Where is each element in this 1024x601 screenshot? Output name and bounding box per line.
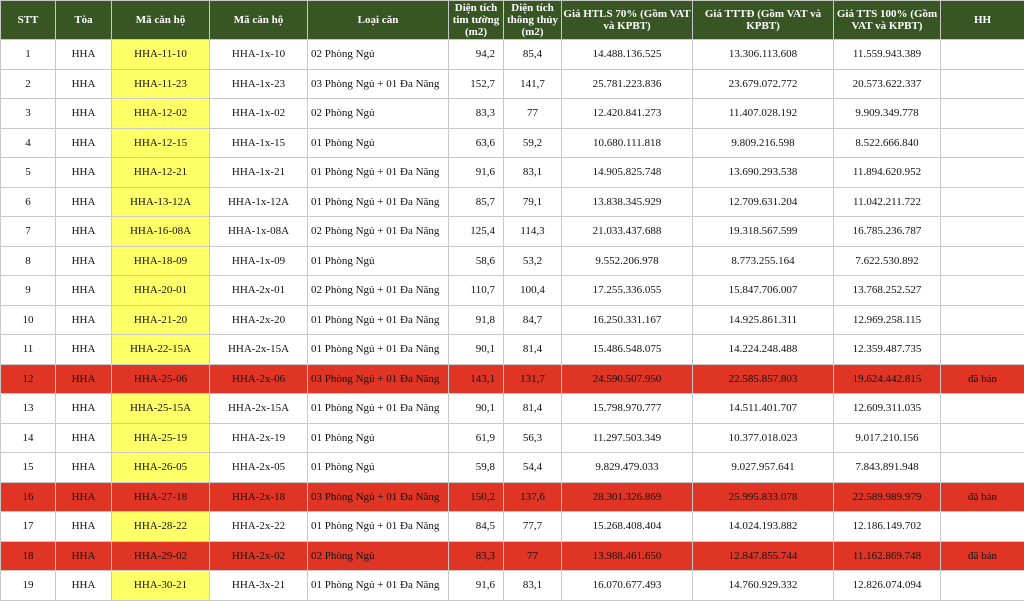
- cell-apartment-code: HHA-28-22: [112, 512, 210, 542]
- table-row: [1, 40, 1024, 70]
- cell-price-tttd: 12.709.631.204: [693, 187, 834, 217]
- cell-stt: 13: [1, 394, 56, 424]
- cell-apartment-unit: HHA-2x-22: [210, 512, 308, 542]
- cell-area-tim-tuong: 125,4: [449, 217, 504, 247]
- cell-apartment-unit: HHA-2x-01: [210, 276, 308, 306]
- cell-price-htls: 21.033.437.688: [562, 217, 693, 247]
- cell-area-tim-tuong: 59,8: [449, 453, 504, 483]
- cell-toa: HHA: [56, 276, 112, 306]
- col-header-toa: Tòa: [56, 1, 112, 40]
- cell-apartment-code: HHA-21-20: [112, 305, 210, 335]
- cell-area-thong-thuy: 131,7: [504, 364, 562, 394]
- cell-apartment-unit: HHA-1x-21: [210, 158, 308, 188]
- cell-stt: 15: [1, 453, 56, 483]
- cell-toa: HHA: [56, 335, 112, 365]
- cell-toa: HHA: [56, 128, 112, 158]
- cell-area-thong-thuy: 59,2: [504, 128, 562, 158]
- cell-area-thong-thuy: 85,4: [504, 40, 562, 70]
- cell-toa: HHA: [56, 158, 112, 188]
- cell-price-htls: 10.680.111.818: [562, 128, 693, 158]
- cell-stt: 1: [1, 40, 56, 70]
- cell-area-tim-tuong: 83,3: [449, 541, 504, 571]
- cell-apartment-type: 01 Phòng Ngủ + 01 Đa Năng: [308, 187, 449, 217]
- cell-apartment-code: HHA-25-19: [112, 423, 210, 453]
- table-row: [1, 276, 1024, 306]
- cell-price-tts: 22.589.989.979: [834, 482, 941, 512]
- cell-stt: 16: [1, 482, 56, 512]
- cell-apartment-type: 01 Phòng Ngủ + 01 Đa Năng: [308, 158, 449, 188]
- cell-stt: 10: [1, 305, 56, 335]
- cell-area-tim-tuong: 90,1: [449, 335, 504, 365]
- cell-area-thong-thuy: 81,4: [504, 335, 562, 365]
- cell-apartment-type: 01 Phòng Ngủ: [308, 128, 449, 158]
- cell-apartment-unit: HHA-2x-02: [210, 541, 308, 571]
- cell-stt: 5: [1, 158, 56, 188]
- cell-price-tts: 7.622.530.892: [834, 246, 941, 276]
- cell-stt: 17: [1, 512, 56, 542]
- cell-area-thong-thuy: 84,7: [504, 305, 562, 335]
- cell-price-tttd: 14.760.929.332: [693, 571, 834, 601]
- table-row: [1, 305, 1024, 335]
- cell-apartment-type: 03 Phòng Ngủ + 01 Đa Năng: [308, 482, 449, 512]
- cell-area-thong-thuy: 141,7: [504, 69, 562, 99]
- cell-price-tttd: 11.407.028.192: [693, 99, 834, 129]
- table-row: [1, 158, 1024, 188]
- cell-apartment-unit: HHA-2x-06: [210, 364, 308, 394]
- cell-price-tts: 20.573.622.337: [834, 69, 941, 99]
- table-row: [1, 482, 1024, 512]
- cell-toa: HHA: [56, 571, 112, 601]
- cell-apartment-code: HHA-20-01: [112, 276, 210, 306]
- cell-price-htls: 16.070.677.493: [562, 571, 693, 601]
- cell-area-thong-thuy: 77,7: [504, 512, 562, 542]
- cell-area-thong-thuy: 54,4: [504, 453, 562, 483]
- col-header-dien-tich-thong-thuy: Diện tích thông thủy (m2): [504, 1, 562, 40]
- cell-price-tts: 9.909.349.778: [834, 99, 941, 129]
- table-row: [1, 217, 1024, 247]
- table-row: [1, 364, 1024, 394]
- cell-apartment-type: 01 Phòng Ngủ + 01 Đa Năng: [308, 394, 449, 424]
- cell-status-hh: [941, 217, 1024, 247]
- cell-price-tts: 11.162.869.748: [834, 541, 941, 571]
- cell-apartment-code: HHA-12-02: [112, 99, 210, 129]
- cell-area-tim-tuong: 94,2: [449, 40, 504, 70]
- cell-toa: HHA: [56, 40, 112, 70]
- cell-toa: HHA: [56, 482, 112, 512]
- cell-apartment-type: 01 Phòng Ngủ + 01 Đa Năng: [308, 305, 449, 335]
- col-header-gia-tts: Giá TTS 100% (Gồm VAT và KPBT): [834, 1, 941, 40]
- cell-price-tts: 9.017.210.156: [834, 423, 941, 453]
- cell-toa: HHA: [56, 512, 112, 542]
- cell-area-thong-thuy: 56,3: [504, 423, 562, 453]
- cell-price-tttd: 19.318.567.599: [693, 217, 834, 247]
- cell-apartment-type: 01 Phòng Ngủ: [308, 453, 449, 483]
- cell-price-tts: 12.969.258.115: [834, 305, 941, 335]
- cell-area-thong-thuy: 83,1: [504, 158, 562, 188]
- cell-apartment-unit: HHA-1x-10: [210, 40, 308, 70]
- cell-status-hh: [941, 128, 1024, 158]
- cell-price-htls: 25.781.223.836: [562, 69, 693, 99]
- cell-apartment-unit: HHA-1x-12A: [210, 187, 308, 217]
- cell-stt: 9: [1, 276, 56, 306]
- cell-area-tim-tuong: 152,7: [449, 69, 504, 99]
- col-header-gia-htls: Giá HTLS 70% (Gồm VAT và KPBT): [562, 1, 693, 40]
- cell-price-htls: 24.590.507.950: [562, 364, 693, 394]
- cell-area-thong-thuy: 83,1: [504, 571, 562, 601]
- cell-price-htls: 12.420.841.273: [562, 99, 693, 129]
- cell-apartment-type: 01 Phòng Ngủ + 01 Đa Năng: [308, 571, 449, 601]
- cell-apartment-unit: HHA-2x-20: [210, 305, 308, 335]
- cell-stt: 18: [1, 541, 56, 571]
- cell-price-tts: 11.559.943.389: [834, 40, 941, 70]
- cell-price-htls: 14.488.136.525: [562, 40, 693, 70]
- cell-status-hh: [941, 187, 1024, 217]
- cell-stt: 12: [1, 364, 56, 394]
- cell-apartment-unit: HHA-1x-15: [210, 128, 308, 158]
- cell-apartment-type: 03 Phòng Ngủ + 01 Đa Năng: [308, 364, 449, 394]
- cell-price-htls: 9.829.479.033: [562, 453, 693, 483]
- cell-apartment-unit: HHA-2x-15A: [210, 394, 308, 424]
- cell-apartment-code: HHA-12-15: [112, 128, 210, 158]
- cell-stt: 8: [1, 246, 56, 276]
- cell-price-tts: 13.768.252.527: [834, 276, 941, 306]
- cell-price-tts: 12.609.311.035: [834, 394, 941, 424]
- cell-toa: HHA: [56, 69, 112, 99]
- cell-apartment-type: 02 Phòng Ngủ: [308, 99, 449, 129]
- cell-price-htls: 13.988.461.650: [562, 541, 693, 571]
- cell-toa: HHA: [56, 541, 112, 571]
- cell-status-hh: [941, 158, 1024, 188]
- cell-apartment-unit: HHA-2x-19: [210, 423, 308, 453]
- cell-apartment-code: HHA-25-15A: [112, 394, 210, 424]
- cell-apartment-code: HHA-25-06: [112, 364, 210, 394]
- cell-apartment-type: 01 Phòng Ngủ: [308, 246, 449, 276]
- col-header-ma-can-ho: Mã căn hộ: [112, 1, 210, 40]
- cell-toa: HHA: [56, 246, 112, 276]
- cell-area-tim-tuong: 84,5: [449, 512, 504, 542]
- col-header-ma-can-ho-2: Mã căn hộ: [210, 1, 308, 40]
- cell-status-hh: [941, 99, 1024, 129]
- cell-stt: 3: [1, 99, 56, 129]
- cell-toa: HHA: [56, 305, 112, 335]
- cell-price-htls: 14.905.825.748: [562, 158, 693, 188]
- cell-stt: 6: [1, 187, 56, 217]
- cell-area-tim-tuong: 91,6: [449, 158, 504, 188]
- cell-toa: HHA: [56, 394, 112, 424]
- cell-apartment-code: HHA-30-21: [112, 571, 210, 601]
- cell-price-tttd: 12.847.855.744: [693, 541, 834, 571]
- cell-status-hh: đã bán: [941, 482, 1024, 512]
- cell-apartment-type: 02 Phòng Ngủ: [308, 40, 449, 70]
- cell-price-tttd: 13.306.113.608: [693, 40, 834, 70]
- cell-area-tim-tuong: 91,6: [449, 571, 504, 601]
- cell-price-tts: 12.186.149.702: [834, 512, 941, 542]
- cell-toa: HHA: [56, 217, 112, 247]
- cell-price-tttd: 14.024.193.882: [693, 512, 834, 542]
- cell-price-tts: 7.843.891.948: [834, 453, 941, 483]
- cell-apartment-type: 02 Phòng Ngủ + 01 Đa Năng: [308, 217, 449, 247]
- cell-apartment-code: HHA-18-09: [112, 246, 210, 276]
- table-body: [1, 40, 1024, 601]
- cell-status-hh: [941, 394, 1024, 424]
- cell-area-tim-tuong: 61,9: [449, 423, 504, 453]
- cell-price-htls: 15.798.970.777: [562, 394, 693, 424]
- cell-stt: 2: [1, 69, 56, 99]
- col-header-hh: HH: [941, 1, 1024, 40]
- cell-apartment-code: HHA-16-08A: [112, 217, 210, 247]
- cell-apartment-type: 01 Phòng Ngủ + 01 Đa Năng: [308, 335, 449, 365]
- cell-apartment-unit: HHA-1x-08A: [210, 217, 308, 247]
- cell-apartment-type: 02 Phòng Ngủ: [308, 541, 449, 571]
- table-row: [1, 423, 1024, 453]
- cell-price-tts: 12.359.487.735: [834, 335, 941, 365]
- cell-price-tts: 11.894.620.952: [834, 158, 941, 188]
- cell-status-hh: [941, 571, 1024, 601]
- cell-area-tim-tuong: 110,7: [449, 276, 504, 306]
- cell-price-htls: 9.552.206.978: [562, 246, 693, 276]
- cell-price-tttd: 9.027.957.641: [693, 453, 834, 483]
- cell-stt: 4: [1, 128, 56, 158]
- cell-price-tts: 8.522.666.840: [834, 128, 941, 158]
- cell-apartment-unit: HHA-1x-02: [210, 99, 308, 129]
- cell-status-hh: [941, 305, 1024, 335]
- cell-area-tim-tuong: 150,2: [449, 482, 504, 512]
- cell-toa: HHA: [56, 187, 112, 217]
- cell-toa: HHA: [56, 99, 112, 129]
- cell-area-tim-tuong: 143,1: [449, 364, 504, 394]
- table-row: [1, 571, 1024, 601]
- cell-status-hh: đã bán: [941, 541, 1024, 571]
- cell-apartment-code: HHA-26-05: [112, 453, 210, 483]
- cell-price-tttd: 22.585.857.803: [693, 364, 834, 394]
- cell-apartment-code: HHA-29-02: [112, 541, 210, 571]
- cell-area-thong-thuy: 77: [504, 541, 562, 571]
- cell-price-tts: 12.826.074.094: [834, 571, 941, 601]
- cell-area-thong-thuy: 100,4: [504, 276, 562, 306]
- cell-stt: 19: [1, 571, 56, 601]
- cell-stt: 7: [1, 217, 56, 247]
- cell-price-htls: 15.268.408.404: [562, 512, 693, 542]
- cell-stt: 14: [1, 423, 56, 453]
- cell-price-htls: 15.486.548.075: [562, 335, 693, 365]
- col-header-dien-tich-tim-tuong: Diện tích tim tường (m2): [449, 1, 504, 40]
- cell-apartment-unit: HHA-3x-21: [210, 571, 308, 601]
- col-header-loai-can: Loại căn: [308, 1, 449, 40]
- table-row: [1, 187, 1024, 217]
- cell-area-thong-thuy: 137,6: [504, 482, 562, 512]
- table-row: [1, 246, 1024, 276]
- cell-apartment-unit: HHA-1x-23: [210, 69, 308, 99]
- cell-area-tim-tuong: 85,7: [449, 187, 504, 217]
- cell-area-tim-tuong: 90,1: [449, 394, 504, 424]
- cell-status-hh: [941, 246, 1024, 276]
- cell-stt: 11: [1, 335, 56, 365]
- table-row: [1, 541, 1024, 571]
- cell-area-thong-thuy: 53,2: [504, 246, 562, 276]
- cell-area-thong-thuy: 114,3: [504, 217, 562, 247]
- table-row: [1, 394, 1024, 424]
- cell-apartment-code: HHA-11-10: [112, 40, 210, 70]
- cell-status-hh: [941, 276, 1024, 306]
- cell-price-tttd: 10.377.018.023: [693, 423, 834, 453]
- cell-apartment-code: HHA-11-23: [112, 69, 210, 99]
- cell-apartment-type: 02 Phòng Ngủ + 01 Đa Năng: [308, 276, 449, 306]
- cell-price-tttd: 13.690.293.538: [693, 158, 834, 188]
- cell-price-tttd: 14.511.401.707: [693, 394, 834, 424]
- col-header-gia-tttd: Giá TTTĐ (Gồm VAT và KPBT): [693, 1, 834, 40]
- table-row: [1, 512, 1024, 542]
- header-row: [1, 1, 1024, 40]
- cell-apartment-code: HHA-12-21: [112, 158, 210, 188]
- cell-price-htls: 11.297.503.349: [562, 423, 693, 453]
- cell-apartment-code: HHA-27-18: [112, 482, 210, 512]
- cell-price-tttd: 25.995.833.078: [693, 482, 834, 512]
- cell-status-hh: [941, 335, 1024, 365]
- cell-status-hh: [941, 423, 1024, 453]
- table-row: [1, 69, 1024, 99]
- cell-price-tttd: 15.847.706.007: [693, 276, 834, 306]
- cell-price-htls: 13.838.345.929: [562, 187, 693, 217]
- cell-status-hh: [941, 69, 1024, 99]
- cell-area-tim-tuong: 83,3: [449, 99, 504, 129]
- cell-status-hh: [941, 512, 1024, 542]
- cell-price-tttd: 9.809.216.598: [693, 128, 834, 158]
- cell-price-tttd: 23.679.072.772: [693, 69, 834, 99]
- cell-apartment-unit: HHA-2x-15A: [210, 335, 308, 365]
- cell-status-hh: đã bán: [941, 364, 1024, 394]
- cell-area-tim-tuong: 91,8: [449, 305, 504, 335]
- cell-area-thong-thuy: 79,1: [504, 187, 562, 217]
- cell-price-tts: 19.624.442.815: [834, 364, 941, 394]
- cell-area-thong-thuy: 81,4: [504, 394, 562, 424]
- table-row: [1, 128, 1024, 158]
- col-header-stt: STT: [1, 1, 56, 40]
- cell-status-hh: [941, 40, 1024, 70]
- table-row: [1, 453, 1024, 483]
- cell-price-htls: 28.301.326.869: [562, 482, 693, 512]
- cell-price-tts: 16.785.236.787: [834, 217, 941, 247]
- cell-status-hh: [941, 453, 1024, 483]
- cell-price-tts: 11.042.211.722: [834, 187, 941, 217]
- cell-area-tim-tuong: 58,6: [449, 246, 504, 276]
- table-row: [1, 99, 1024, 129]
- cell-price-tttd: 14.925.861.311: [693, 305, 834, 335]
- cell-area-tim-tuong: 63,6: [449, 128, 504, 158]
- cell-toa: HHA: [56, 364, 112, 394]
- cell-apartment-code: HHA-13-12A: [112, 187, 210, 217]
- cell-apartment-code: HHA-22-15A: [112, 335, 210, 365]
- cell-price-tttd: 8.773.255.164: [693, 246, 834, 276]
- cell-toa: HHA: [56, 453, 112, 483]
- cell-price-htls: 17.255.336.055: [562, 276, 693, 306]
- cell-apartment-type: 03 Phòng Ngủ + 01 Đa Năng: [308, 69, 449, 99]
- cell-price-htls: 16.250.331.167: [562, 305, 693, 335]
- cell-apartment-type: 01 Phòng Ngủ + 01 Đa Năng: [308, 512, 449, 542]
- cell-apartment-type: 01 Phòng Ngủ: [308, 423, 449, 453]
- cell-apartment-unit: HHA-1x-09: [210, 246, 308, 276]
- cell-apartment-unit: HHA-2x-18: [210, 482, 308, 512]
- table-row: [1, 335, 1024, 365]
- cell-area-thong-thuy: 77: [504, 99, 562, 129]
- cell-price-tttd: 14.224.248.488: [693, 335, 834, 365]
- cell-toa: HHA: [56, 423, 112, 453]
- cell-apartment-unit: HHA-2x-05: [210, 453, 308, 483]
